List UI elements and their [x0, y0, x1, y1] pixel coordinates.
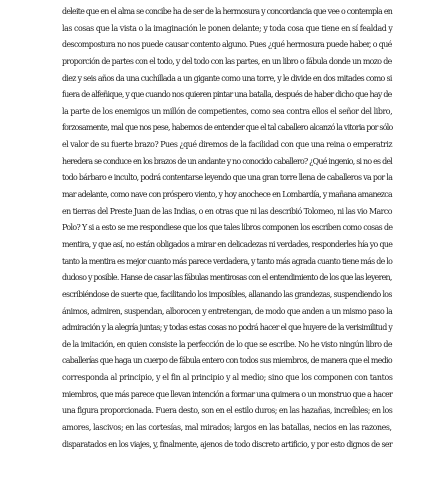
text-line: diez y seis años da una cuchillada a un gigante como una torre, y le divide en dos mitades como si — [62, 73, 392, 83]
text-line: una figura proporcionada. Fuera desto, son en el estilo duros; en las hazañas, increíbles; en los — [62, 406, 393, 416]
text-line: heredera se conduce en los brazos de un andante y no conocido caballero? ¿Qué ingenio, si no es del — [62, 156, 393, 166]
text-line: disparatados en los viajes, y, finalmente, ajenos de todo discreto artificio, y por esto dignos de ser — [62, 439, 393, 449]
text-line: caballerías que haga un cuerpo de fábula entero con todos sus miembros, de manera que el medio — [62, 356, 392, 366]
text-line: dudoso y posible. Hanse de casar las fábulas mentirosas con el entendimiento de los que las leyeren, — [62, 273, 392, 283]
text-line: admiración y la alegría juntas; y todas estas cosas no podrá hacer el que huyere de la verisimilitud y — [62, 323, 393, 333]
text-line: la parte de los enemigos un millón de competientes, como sea contra ellos el señor del libro, — [62, 106, 393, 116]
text-line: Polo? Y si a esto se me respondiese que los que tales libros componen los escriben como cosas de — [62, 223, 393, 233]
text-line: corresponda al principio, y el fin al principio y al medio; sino que los componen con tantos — [62, 373, 393, 383]
text-line: ánimos, admiren, suspendan, alborocen y entretengan, de modo que anden a un mismo paso la — [62, 306, 393, 316]
text-line: fuera de alfeñique, y que cuando nos quieren pintar una batalla, después de haber dicho que hay de — [62, 90, 392, 100]
text-line: forzosamente, mal que nos pese, habemos de entender que el tal caballero alcanzó la vitoria por sólo — [62, 123, 393, 133]
text-line: descompostura no nos puede causar contento alguno. Pues ¿qué hermosura puede haber, o qué — [62, 40, 392, 50]
text-line: el valor de su fuerte brazo? Pues ¿qué diremos de la facilidad con que una reina o emperatriz — [62, 140, 393, 150]
text-line: mar adelante, como nave con próspero viento, y hoy anochece en Lombardía, y mañana amanezca — [62, 190, 392, 200]
text-line: de la imitación, en quien consiste la perfección de lo que se escribe. No he visto ningún libro de — [62, 339, 392, 349]
text-line: amores, lascivos; en las cortesías, mal mirados; largos en las batallas, necios en las razones, — [62, 423, 392, 433]
text-line: miembros, que más parece que llevan intención a formar una quimera o un monstruo que a hacer — [62, 389, 393, 399]
text-line: deleite que en el alma se concibe ha de ser de la hermosura y concordancia que vee o contempla en — [62, 7, 393, 16]
text-line: mentira, y que así, no están obligados a mirar en delicadezas ni verdades, responderles hía yo que — [62, 239, 393, 249]
body-text — [62, 4, 392, 453]
text-line: escribiéndose de suerte que, facilitando los imposibles, allanando las grandezas, suspendiendo los — [62, 289, 392, 299]
text-line: proporción de partes con el todo, y del todo con las partes, en un libro o fábula donde un mozo de — [62, 56, 392, 66]
text-line: en tierras del Preste Juan de las Indias, o en otras que ni las describió Tolomeo, ni las vio Marco — [62, 206, 392, 216]
text-line: tanto la mentira es mejor cuanto más parece verdadera, y tanto más agrada cuanto tiene más de lo — [62, 256, 393, 266]
text-line: todo bárbaro e inculto, podrá contentarse leyendo que una gran torre llena de caballeros va por la — [62, 173, 393, 183]
text-line: las cosas que la vista o la imaginación le ponen delante; y toda cosa que tiene en sí fealdad y — [62, 23, 393, 33]
